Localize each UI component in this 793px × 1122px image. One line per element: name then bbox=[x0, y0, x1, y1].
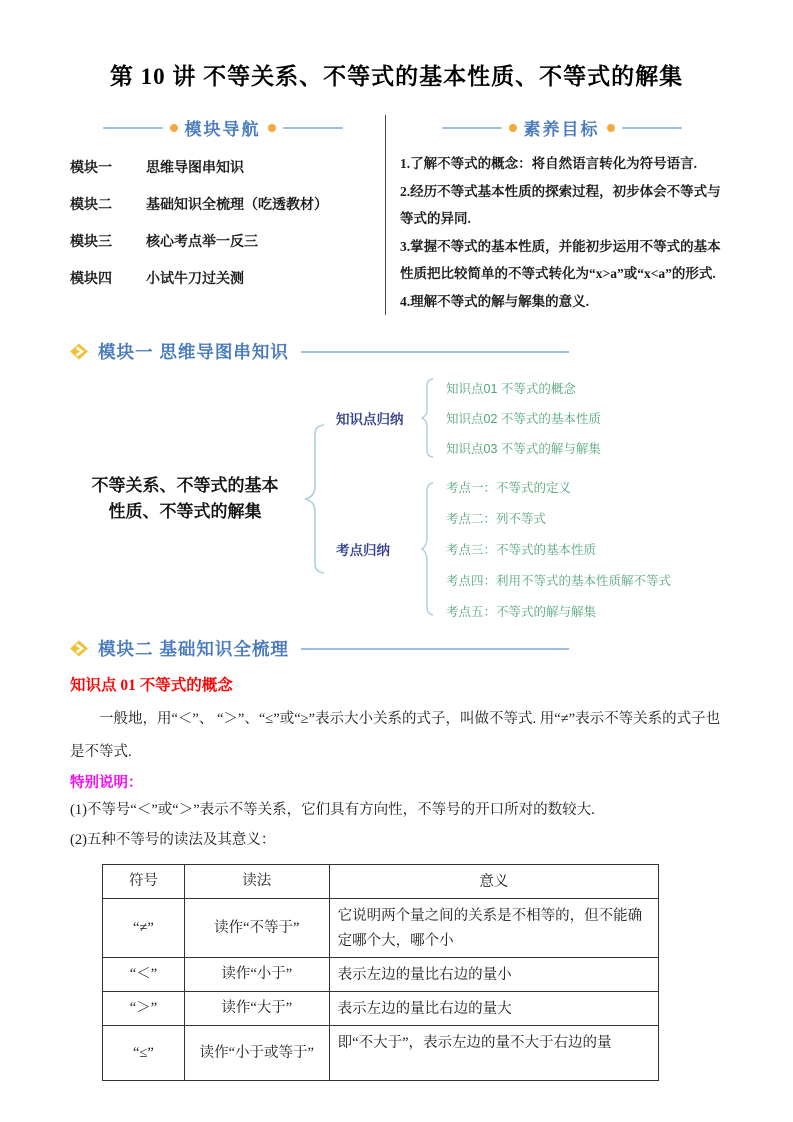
nav-item bbox=[70, 157, 375, 177]
diamond-arrow-icon bbox=[70, 640, 90, 657]
nav-item-text: 小试牛刀过关测 bbox=[146, 270, 244, 286]
mindmap-branch-exam bbox=[336, 478, 671, 620]
table-cell-meaning: 表示左边的量比右边的量小 bbox=[329, 958, 658, 992]
symbols-table bbox=[102, 864, 659, 1081]
goal-item: 4.理解不等式的解与解集的意义. bbox=[400, 294, 589, 309]
goal-item: 2.经历不等式基本性质的探索过程，初步体会不等式与等式的异同. bbox=[400, 184, 721, 226]
mindmap-item: 考点三：不等式的基本性质 bbox=[446, 543, 597, 557]
exam-items bbox=[446, 478, 671, 620]
mindmap-item: 考点一：不等式的定义 bbox=[446, 481, 572, 495]
nav-header bbox=[70, 115, 375, 140]
table-cell-symbol: “≤” bbox=[103, 1026, 185, 1081]
rule-line bbox=[103, 127, 163, 129]
mindmap-item: 知识点01 不等式的概念 bbox=[446, 382, 576, 396]
table-cell-reading: 读作“不等于” bbox=[184, 899, 329, 958]
mindmap-item: 知识点02 不等式的基本性质 bbox=[446, 412, 601, 426]
knowledge-point-heading: 知识点 01 不等式的概念 bbox=[70, 677, 233, 694]
table-cell-reading: 读作“大于” bbox=[184, 992, 329, 1026]
nav-item-text: 基础知识全梳理（吃透教材） bbox=[146, 196, 328, 212]
nav-item-label: 模块三 bbox=[70, 233, 112, 249]
table-row bbox=[103, 958, 659, 992]
heading-rule bbox=[301, 648, 569, 650]
goals-panel bbox=[386, 115, 723, 315]
nav-panel bbox=[70, 115, 386, 315]
mindmap-branch-knowledge bbox=[336, 378, 671, 458]
table-row bbox=[103, 1026, 659, 1081]
mindmap bbox=[70, 378, 723, 620]
table-cell-reading: 读作“小于” bbox=[184, 958, 329, 992]
mindmap-item: 考点四：利用不等式的基本性质解不等式 bbox=[446, 574, 672, 588]
bullet-dot-icon bbox=[607, 124, 615, 132]
knowledge-items bbox=[446, 379, 601, 457]
concept-paragraph: 一般地，用“＜”、 “＞”、“≤”或“≥”表示大小关系的式子，叫做不等式. 用“≠”表示不等关系的式子也是不等式. bbox=[70, 711, 721, 760]
bullet-dot-icon bbox=[509, 124, 517, 132]
nav-item-text: 核心考点举一反三 bbox=[146, 233, 258, 249]
mindmap-item: 考点五：不等式的解与解集 bbox=[446, 605, 597, 619]
nav-item-label: 模块一 bbox=[70, 159, 112, 175]
brace-icon bbox=[420, 378, 436, 458]
section-heading-module2 bbox=[70, 636, 723, 661]
table-cell-symbol: “≠” bbox=[103, 899, 185, 958]
table-cell-symbol: “＞” bbox=[103, 992, 185, 1026]
table-header-symbol: 符号 bbox=[103, 865, 185, 899]
table-header-meaning: 意义 bbox=[329, 865, 658, 899]
mindmap-item: 考点二：列不等式 bbox=[446, 512, 547, 526]
table-cell-symbol: “＜” bbox=[103, 958, 185, 992]
nav-item-label: 模块四 bbox=[70, 270, 112, 286]
brace-icon bbox=[420, 482, 436, 616]
goals-header bbox=[400, 115, 723, 140]
intro-columns bbox=[70, 115, 723, 315]
goal-item: 1.了解不等式的概念：将自然语言转化为符号语言. bbox=[400, 156, 697, 171]
bullet-dot-icon bbox=[268, 124, 276, 132]
table-cell-meaning: 表示左边的量比右边的量大 bbox=[329, 992, 658, 1026]
goal-item: 3.掌握不等式的基本性质，并能初步运用不等式的基本性质把比较简单的不等式转化为“x>a”或“x<a”的形式. bbox=[400, 239, 721, 281]
nav-item bbox=[70, 231, 375, 251]
note-line-2: (2)五种不等号的读法及其意义： bbox=[70, 832, 276, 848]
rule-line bbox=[283, 127, 343, 129]
table-cell-meaning: 即“不大于”，表示左边的量不大于右边的量 bbox=[329, 1026, 658, 1081]
section1-title: 模块一 思维导图串知识 bbox=[98, 342, 289, 362]
section-heading-module1 bbox=[70, 339, 723, 364]
goals-header-label: 素养目标 bbox=[523, 120, 600, 139]
table-row bbox=[103, 899, 659, 958]
diamond-arrow-icon bbox=[70, 343, 90, 360]
table-header-row bbox=[103, 865, 659, 899]
nav-header-label: 模块导航 bbox=[184, 120, 261, 139]
nav-item-label: 模块二 bbox=[70, 196, 112, 212]
table-row bbox=[103, 992, 659, 1026]
nav-item bbox=[70, 194, 375, 214]
mindmap-root-line1: 不等关系、不等式的基本 bbox=[91, 475, 279, 495]
mindmap-branches bbox=[336, 378, 671, 620]
branch-label: 知识点归纳 bbox=[336, 412, 404, 427]
table-cell-meaning: 它说明两个量之间的关系是不相等的，但不能确定哪个大，哪个小 bbox=[329, 899, 658, 958]
branch-label: 考点归纳 bbox=[336, 543, 390, 558]
mindmap-root bbox=[80, 473, 290, 526]
table-header-reading: 读法 bbox=[184, 865, 329, 899]
mindmap-root-line2: 性质、不等式的解集 bbox=[108, 502, 262, 521]
doc-title: 第 10 讲 不等关系、不等式的基本性质、不等式的解集 bbox=[109, 64, 684, 89]
rule-line bbox=[622, 127, 682, 129]
section2-title: 模块二 基础知识全梳理 bbox=[98, 639, 289, 659]
table-cell-reading: 读作“小于或等于” bbox=[184, 1026, 329, 1081]
note-line-1: (1)不等号“＜”或“＞”表示不等关系，它们具有方向性，不等号的开口所对的数较大. bbox=[70, 802, 595, 818]
rule-line bbox=[442, 127, 502, 129]
brace-icon bbox=[302, 423, 328, 575]
nav-item-text: 思维导图串知识 bbox=[146, 159, 244, 175]
heading-rule bbox=[301, 351, 569, 353]
nav-item bbox=[70, 268, 375, 288]
mindmap-item: 知识点03 不等式的解与解集 bbox=[446, 442, 601, 456]
bullet-dot-icon bbox=[170, 124, 178, 132]
special-note-label: 特别说明： bbox=[70, 775, 143, 791]
